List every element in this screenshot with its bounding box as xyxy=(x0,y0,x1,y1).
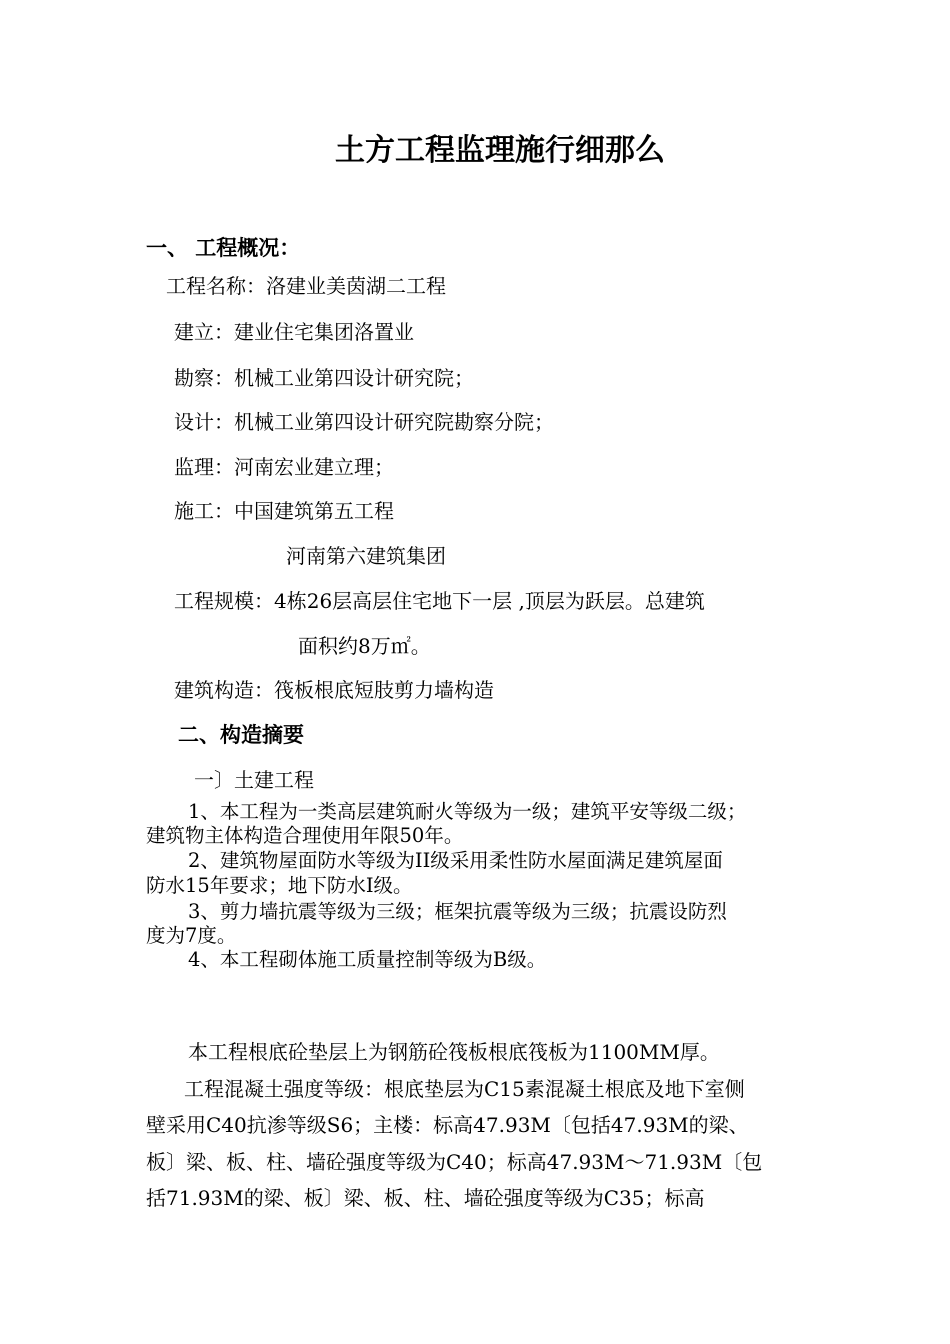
summary-item-4: 4、本工程砌体施工质量控制等级为B级。 xyxy=(188,948,547,971)
construction-line: 施工：中国建筑第五工程 xyxy=(174,499,394,523)
subheading-civil: 一〕土建工程 xyxy=(194,768,314,792)
concrete-paragraph-line-3: 板〕梁、板、柱、墙砼强度等级为C40；标高47.93M～71.93M〔包 xyxy=(146,1150,763,1174)
scale-line: 工程规模：4栋26层高层住宅地下一层 ,顶层为跃层。总建筑 xyxy=(174,589,705,613)
foundation-paragraph: 本工程根底砼垫层上为钢筋砼筏板根底筏板为1100MM厚。 xyxy=(188,1040,720,1064)
project-name-line: 工程名称：洛建业美茵湖二工程 xyxy=(166,274,446,298)
section-heading-overview: 一、 工程概况： xyxy=(146,236,301,260)
survey-line: 勘察：机械工业第四设计研究院； xyxy=(174,366,474,390)
summary-item-1: 1、本工程为一类高层建筑耐火等级为一级；建筑平安等级二级； xyxy=(188,800,747,823)
document-title: 土方工程监理施行细那么 xyxy=(335,133,665,168)
section-heading-summary: 二、构造摘要 xyxy=(178,723,304,747)
scale-line-2: 面积约8万㎡。 xyxy=(298,634,431,658)
summary-item-3: 3、剪力墙抗震等级为三级；框架抗震等级为三级；抗震设防烈 xyxy=(188,900,727,923)
structure-line: 建筑构造：筏板根底短肢剪力墙构造 xyxy=(174,678,494,702)
summary-item-2-cont: 防水15年要求；地下防水I级。 xyxy=(146,874,413,897)
construction-line-2: 河南第六建筑集团 xyxy=(286,544,446,568)
design-line: 设计：机械工业第四设计研究院勘察分院； xyxy=(174,410,554,434)
developer-line: 建立：建业住宅集团洛置业 xyxy=(174,320,414,344)
supervision-line: 监理：河南宏业建立理； xyxy=(174,455,394,479)
summary-item-3-cont: 度为7度。 xyxy=(146,924,237,947)
concrete-paragraph-line-2: 壁采用C40抗渗等级S6；主楼：标高47.93M〔包括47.93M的梁、 xyxy=(146,1113,749,1137)
summary-item-1-cont: 建筑物主体构造合理使用年限50年。 xyxy=(146,824,464,847)
concrete-paragraph-line-1: 工程混凝土强度等级：根底垫层为C15素混凝土根底及地下室侧 xyxy=(184,1077,745,1101)
summary-item-2: 2、建筑物屋面防水等级为II级采用柔性防水屋面满足建筑屋面 xyxy=(188,849,723,872)
concrete-paragraph-line-4: 括71.93M的梁、板〕梁、板、柱、墙砼强度等级为C35；标高 xyxy=(146,1186,705,1210)
